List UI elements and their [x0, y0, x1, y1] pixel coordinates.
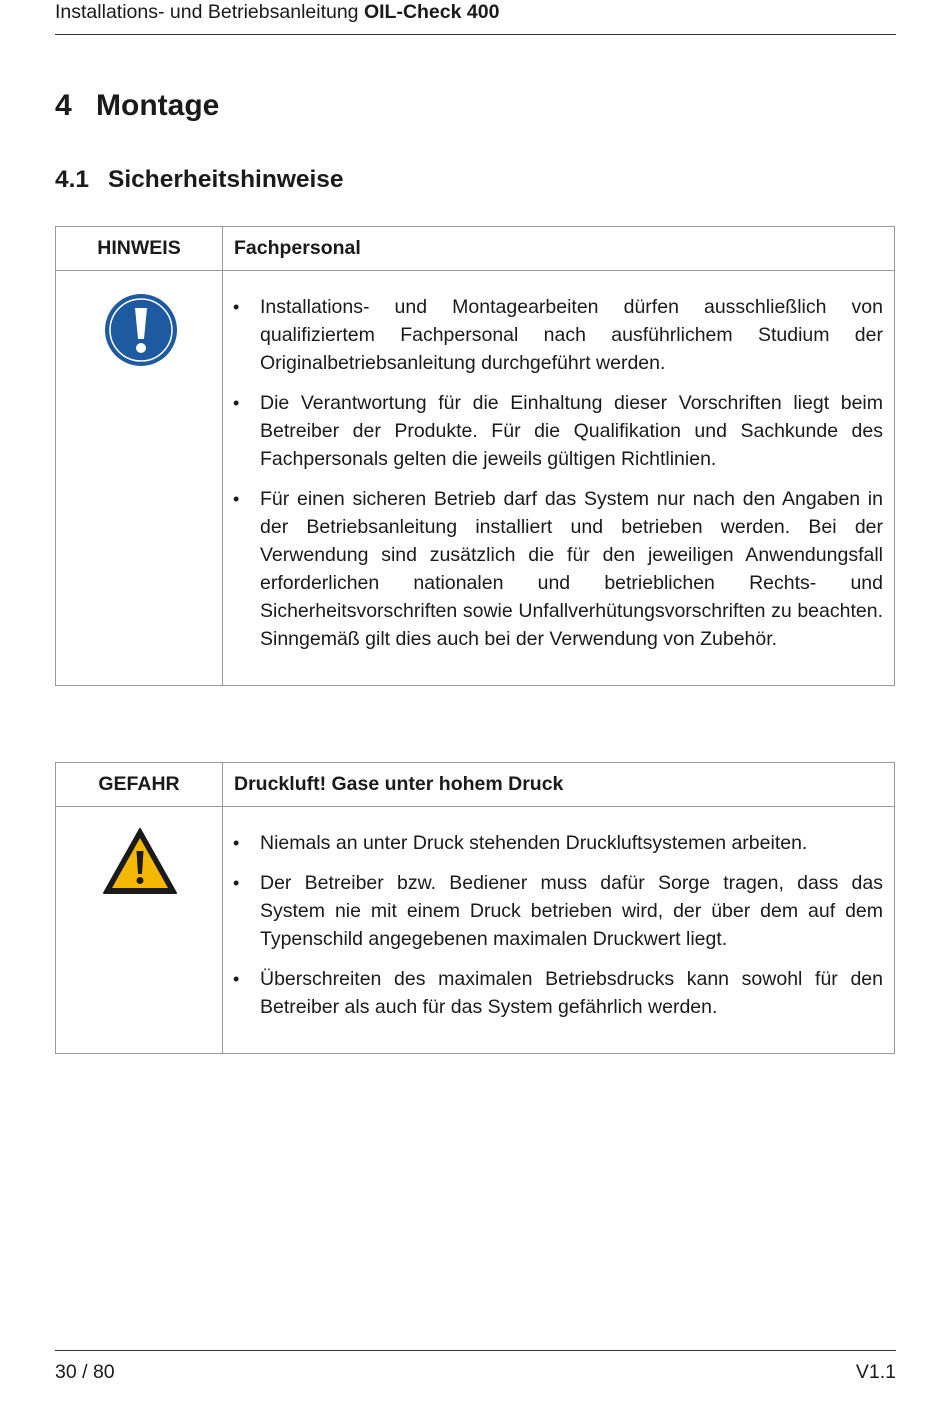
notice-text — [223, 807, 894, 1053]
notice-label: GEFAHR — [56, 763, 223, 806]
notice-icon-cell — [56, 807, 223, 1053]
list-item: • Für einen sicheren Betrieb darf das System nur nach den Angaben in der Betriebsanleitung installiert und betrieben werden. Bei der Verwendung sind zusätzlich die für den jeweiligen Anwendungsfall erforderlichen nationalen und betrieblichen Rechts- und Sicherheitsvorschriften sowie Unfallverhütungsvorschriften zu beachten. Sinngemäß gilt dies auch bei der Verwendung von Zubehör. — [223, 485, 883, 653]
list-item: • Die Verantwortung für die Einhaltung dieser Vorschriften liegt beim Betreiber der Produkte. Für die Qualifikation und Sachkunde des Fachpersonals gelten die jeweils gültigen Richtlinien. — [223, 389, 883, 473]
page-number: 30 / 80 — [55, 1361, 115, 1383]
notice-text — [223, 271, 894, 685]
page-footer — [55, 1350, 896, 1384]
header-document-title: Installations- und Betriebsanleitung — [55, 1, 359, 23]
subsection-number: 4.1 — [55, 166, 90, 193]
list-item: • Überschreiten des maximalen Betriebsdrucks kann sowohl für den Betreiber als auch für das System gefährlich werden. — [223, 965, 883, 1021]
subsection-title: Sicherheitshinweise — [108, 166, 344, 193]
notice-header — [56, 227, 894, 271]
document-version: V1.1 — [855, 1361, 896, 1383]
list-item: • Der Betreiber bzw. Bediener muss dafür Sorge tragen, dass das System nie mit einem Druck betrieben wird, der über dem auf dem Typenschild angegebenen maximalen Druckwert liegt. — [223, 869, 883, 953]
notice-title: Druckluft! Gase unter hohem Druck — [234, 773, 564, 795]
page-header — [55, 0, 896, 35]
notice-body — [56, 807, 894, 1053]
mandatory-exclamation-icon — [104, 293, 178, 367]
section-number: 4 — [55, 89, 72, 122]
warning-triangle-icon — [102, 827, 178, 895]
list-item: • Niemals an unter Druck stehenden Druckluftsystemen arbeiten. — [223, 829, 883, 857]
notice-label: HINWEIS — [56, 227, 223, 270]
notice-box-hinweis — [55, 226, 895, 686]
header-product-name: OIL-Check 400 — [363, 1, 500, 23]
notice-box-gefahr — [55, 762, 895, 1054]
list-item: • Installations- und Montagearbeiten dürfen ausschließlich von qualifiziertem Fachpersonal nach ausführlichem Studium der Originalbetriebsanleitung durchgeführt werden. — [223, 293, 883, 377]
notice-body — [56, 271, 894, 685]
section-heading — [55, 89, 219, 123]
notice-title: Fachpersonal — [234, 237, 361, 259]
notice-icon-cell — [56, 271, 223, 685]
subsection-heading — [55, 166, 344, 194]
notice-header — [56, 763, 894, 807]
section-title: Montage — [96, 89, 220, 122]
